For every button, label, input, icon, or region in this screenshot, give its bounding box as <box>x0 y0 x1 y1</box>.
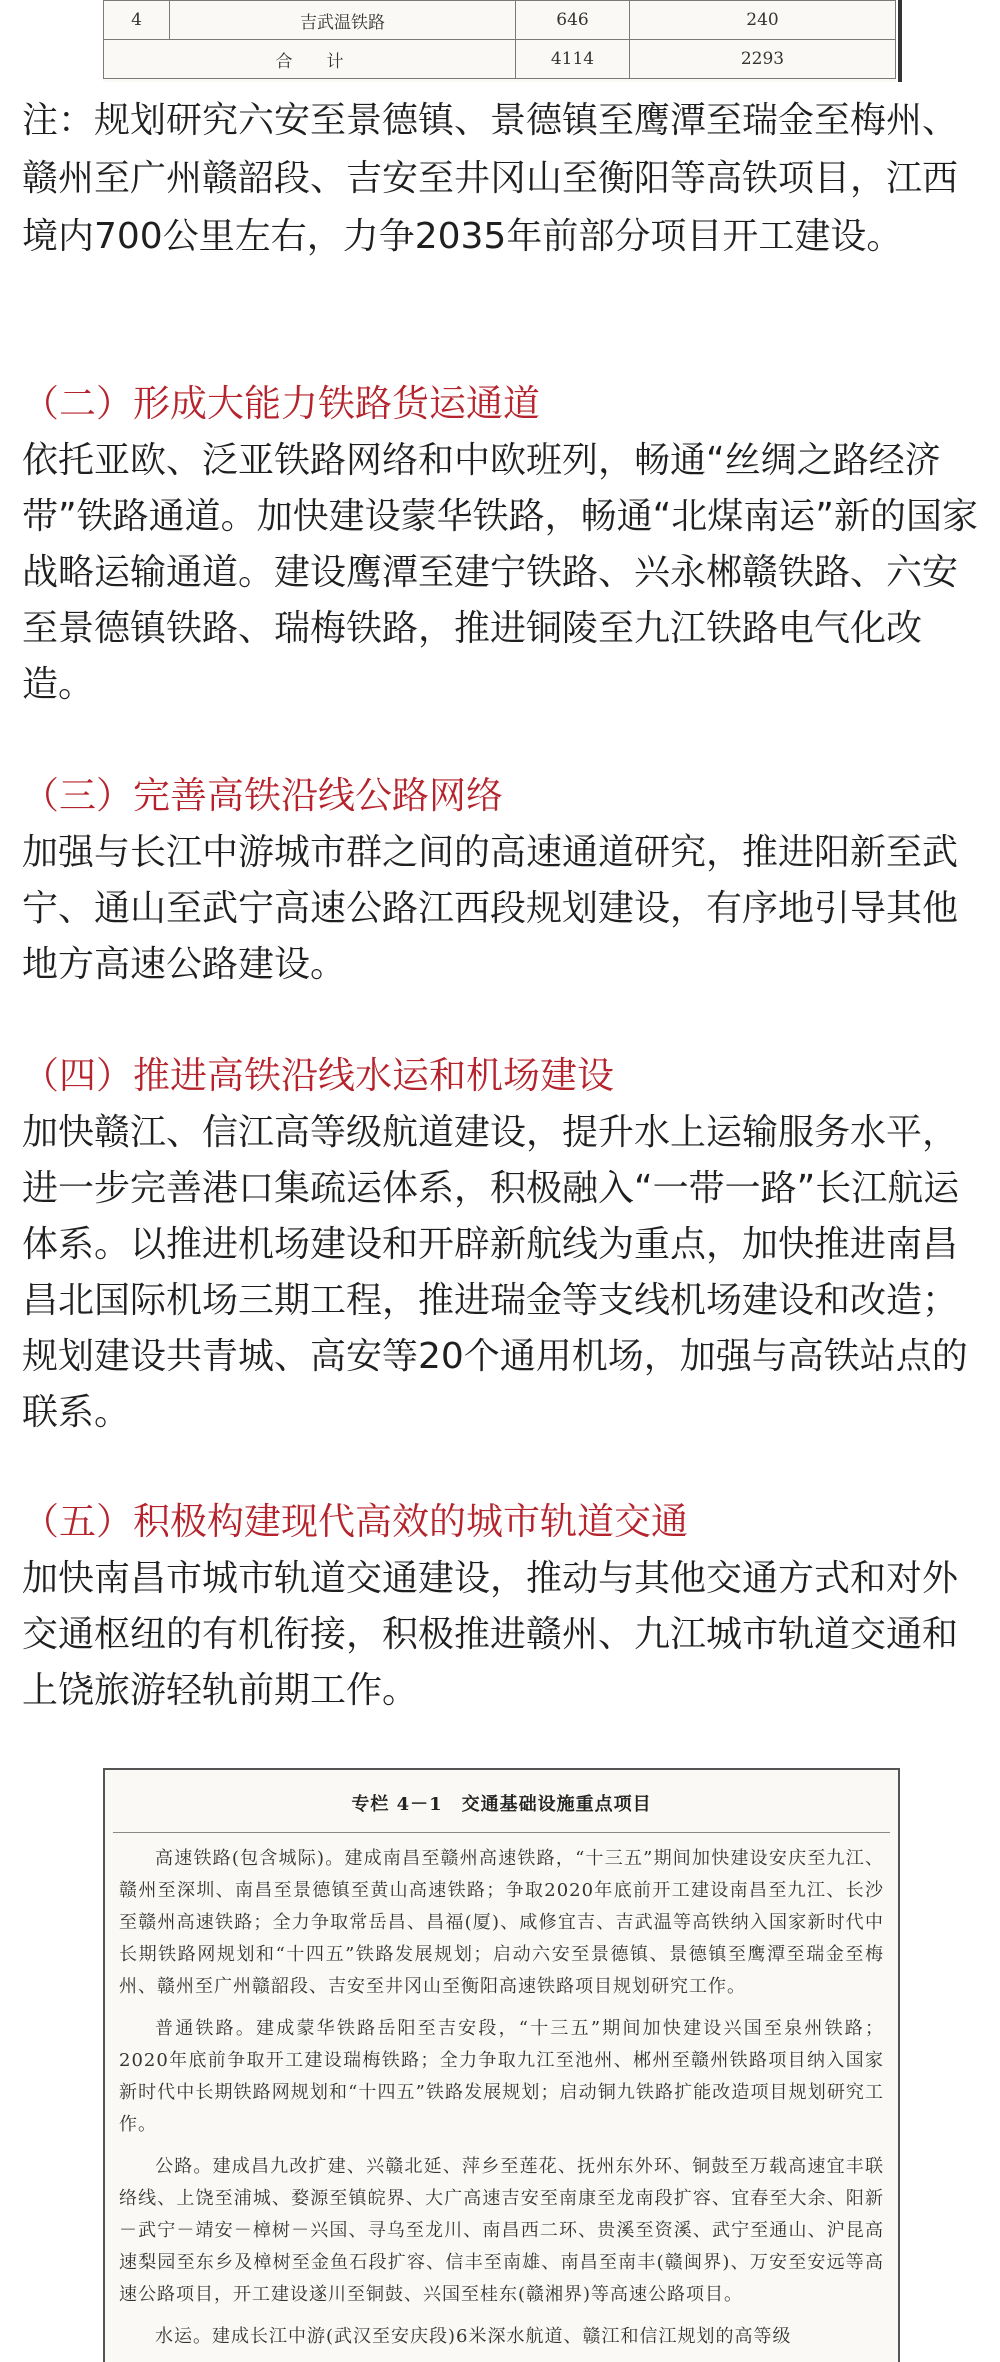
section-title: （三）完善高铁沿线公路网络 <box>22 774 503 817</box>
key-projects-box <box>103 1768 900 2362</box>
box-paragraph: 普通铁路。建成蒙华铁路岳阳至吉安段，“十三五”期间加快建设兴国至泉州铁路；2020年底前争取开工建设瑞梅铁路；全力争取九江至池州、郴州至赣州铁路项目纳入国家新时代中长期铁路网规划和“十四五”铁路发展规划；启动铜九铁路扩能改造项目规划研究工作。 <box>119 2018 884 2135</box>
table-cell-no: 4 <box>104 1 170 40</box>
table-cell-value: 240 <box>630 1 896 40</box>
page-edge-bar <box>898 0 902 82</box>
section-urban-rail <box>22 1493 982 1719</box>
table-note: 注：规划研究六安至景德镇、景德镇至鹰潭至瑞金至梅州、赣州至广州赣韶段、吉安至井冈山至衡阳等高铁项目，江西境内700公里左右，力争2035年前部分项目开工建设。 <box>22 100 959 257</box>
section-highway-network <box>22 767 982 993</box>
table-cell-name: 吉武温铁路 <box>170 1 516 40</box>
table-cell-value: 646 <box>516 1 630 40</box>
section-title: （四）推进高铁沿线水运和机场建设 <box>22 1054 614 1097</box>
summary-table <box>103 0 896 79</box>
table-row <box>104 1 896 40</box>
box-title: 专栏 4－1 交通基础设施重点项目 <box>113 1770 890 1833</box>
box-paragraph: 高速铁路(包含城际)。建成南昌至赣州高速铁路，“十三五”期间加快建设安庆至九江、赣州至深圳、南昌至景德镇至黄山高速铁路；争取2020年底前开工建设南昌至九江、长沙至赣州高速铁路；全力争取常岳昌、昌福(厦)、咸修宜吉、吉武温等高铁纳入国家新时代中长期铁路网规划和“十四五”铁路发展规划；启动六安至景德镇、景德镇至鹰潭至瑞金至梅州、赣州至广州赣韶段、吉安至井冈山至衡阳高速铁路项目规划研究工作。 <box>119 1848 884 1997</box>
section-title: （二）形成大能力铁路货运通道 <box>22 382 540 425</box>
table-total-label: 合 计 <box>104 40 516 79</box>
section-title: （五）积极构建现代高效的城市轨道交通 <box>22 1500 688 1543</box>
section-freight-railway <box>22 375 982 713</box>
section-body: 加快赣江、信江高等级航道建设，提升水上运输服务水平，进一步完善港口集疏运体系，积极融入“一带一路”长江航运体系。以推进机场建设和开辟新航线为重点，加快推进南昌昌北国际机场三期工程，推进瑞金等支线机场建设和改造；规划建设共青城、高安等20个通用机场，加强与高铁站点的联系。 <box>22 1112 968 1433</box>
section-water-airport <box>22 1047 982 1441</box>
summary-table-fragment <box>103 0 896 82</box>
section-body: 加快南昌市城市轨道交通建设，推动与其他交通方式和对外交通枢纽的有机衔接，积极推进赣州、九江城市轨道交通和上饶旅游轻轨前期工作。 <box>22 1558 959 1711</box>
table-total-value: 4114 <box>516 40 630 79</box>
box-paragraph: 公路。建成昌九改扩建、兴赣北延、萍乡至莲花、抚州东外环、铜鼓至万载高速宜丰联络线、上饶至浦城、婺源至镇皖界、大广高速吉安至南康至龙南段扩容、宜春至大余、阳新－武宁－靖安－樟树－兴国、寻乌至龙川、南昌西二环、贵溪至资溪、武宁至通山、沪昆高速梨园至东乡及樟树至金鱼石段扩容、信丰至南雄、南昌至南丰(赣闽界)、万安至安远等高速公路项目，开工建设遂川至铜鼓、兴国至桂东(赣湘界)等高速公路项目。 <box>119 2156 884 2305</box>
section-body: 依托亚欧、泛亚铁路网络和中欧班列，畅通“丝绸之路经济带”铁路通道。加快建设蒙华铁路，畅通“北煤南运”新的国家战略运输通道。建设鹰潭至建宁铁路、兴永郴赣铁路、六安至景德镇铁路、瑞梅铁路，推进铜陵至九江铁路电气化改造。 <box>22 440 978 705</box>
table-total-row <box>104 40 896 79</box>
table-total-value: 2293 <box>630 40 896 79</box>
section-body: 加强与长江中游城市群之间的高速通道研究，推进阳新至武宁、通山至武宁高速公路江西段规划建设，有序地引导其他地方高速公路建设。 <box>22 832 959 985</box>
box-paragraph: 水运。建成长江中游(武汉至安庆段)6米深水航道、赣江和信江规划的高等级 <box>155 2326 792 2347</box>
